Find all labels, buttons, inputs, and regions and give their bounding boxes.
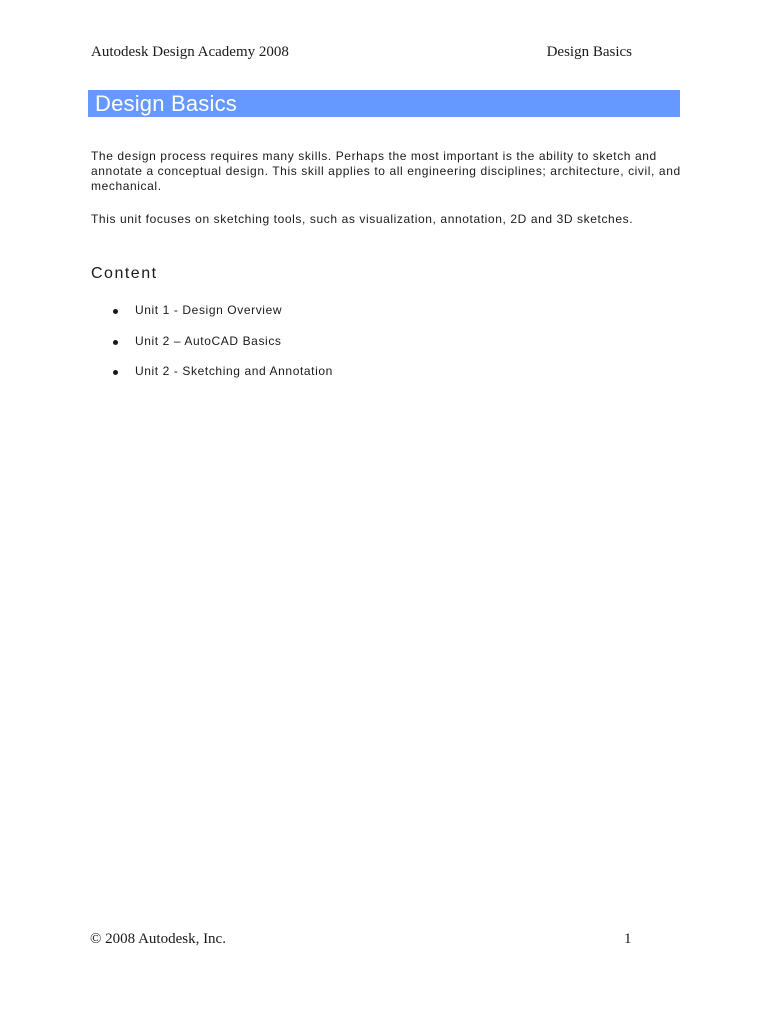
focus-paragraph: This unit focuses on sketching tools, such as visualization, annotation, 2D and 3D sketches. [91, 212, 634, 226]
list-item-label: Unit 2 - Sketching and Annotation [135, 364, 333, 378]
running-header-right: Design Basics [546, 44, 632, 60]
bullet-icon [113, 370, 118, 375]
section-heading: Content [91, 265, 158, 282]
bullet-icon [113, 309, 118, 314]
bullet-icon [113, 340, 118, 345]
page-title: Design Basics [95, 91, 237, 116]
list-item [0, 364, 500, 382]
title-bar [88, 90, 680, 117]
list-item-label: Unit 2 – AutoCAD Basics [135, 334, 282, 348]
list-item [0, 303, 500, 321]
copyright-footer: © 2008 Autodesk, Inc. [90, 931, 226, 947]
list-item [0, 334, 500, 352]
list-item-label: Unit 1 - Design Overview [135, 303, 283, 317]
intro-paragraph: The design process requires many skills. Perhaps the most important is the ability to sketch and annotate a conceptual design. This skill applies to all engineering disciplines; architecture, civil, and mechanical. [91, 149, 681, 193]
running-header-left: Autodesk Design Academy 2008 [91, 44, 289, 60]
page-number: 1 [624, 931, 632, 947]
